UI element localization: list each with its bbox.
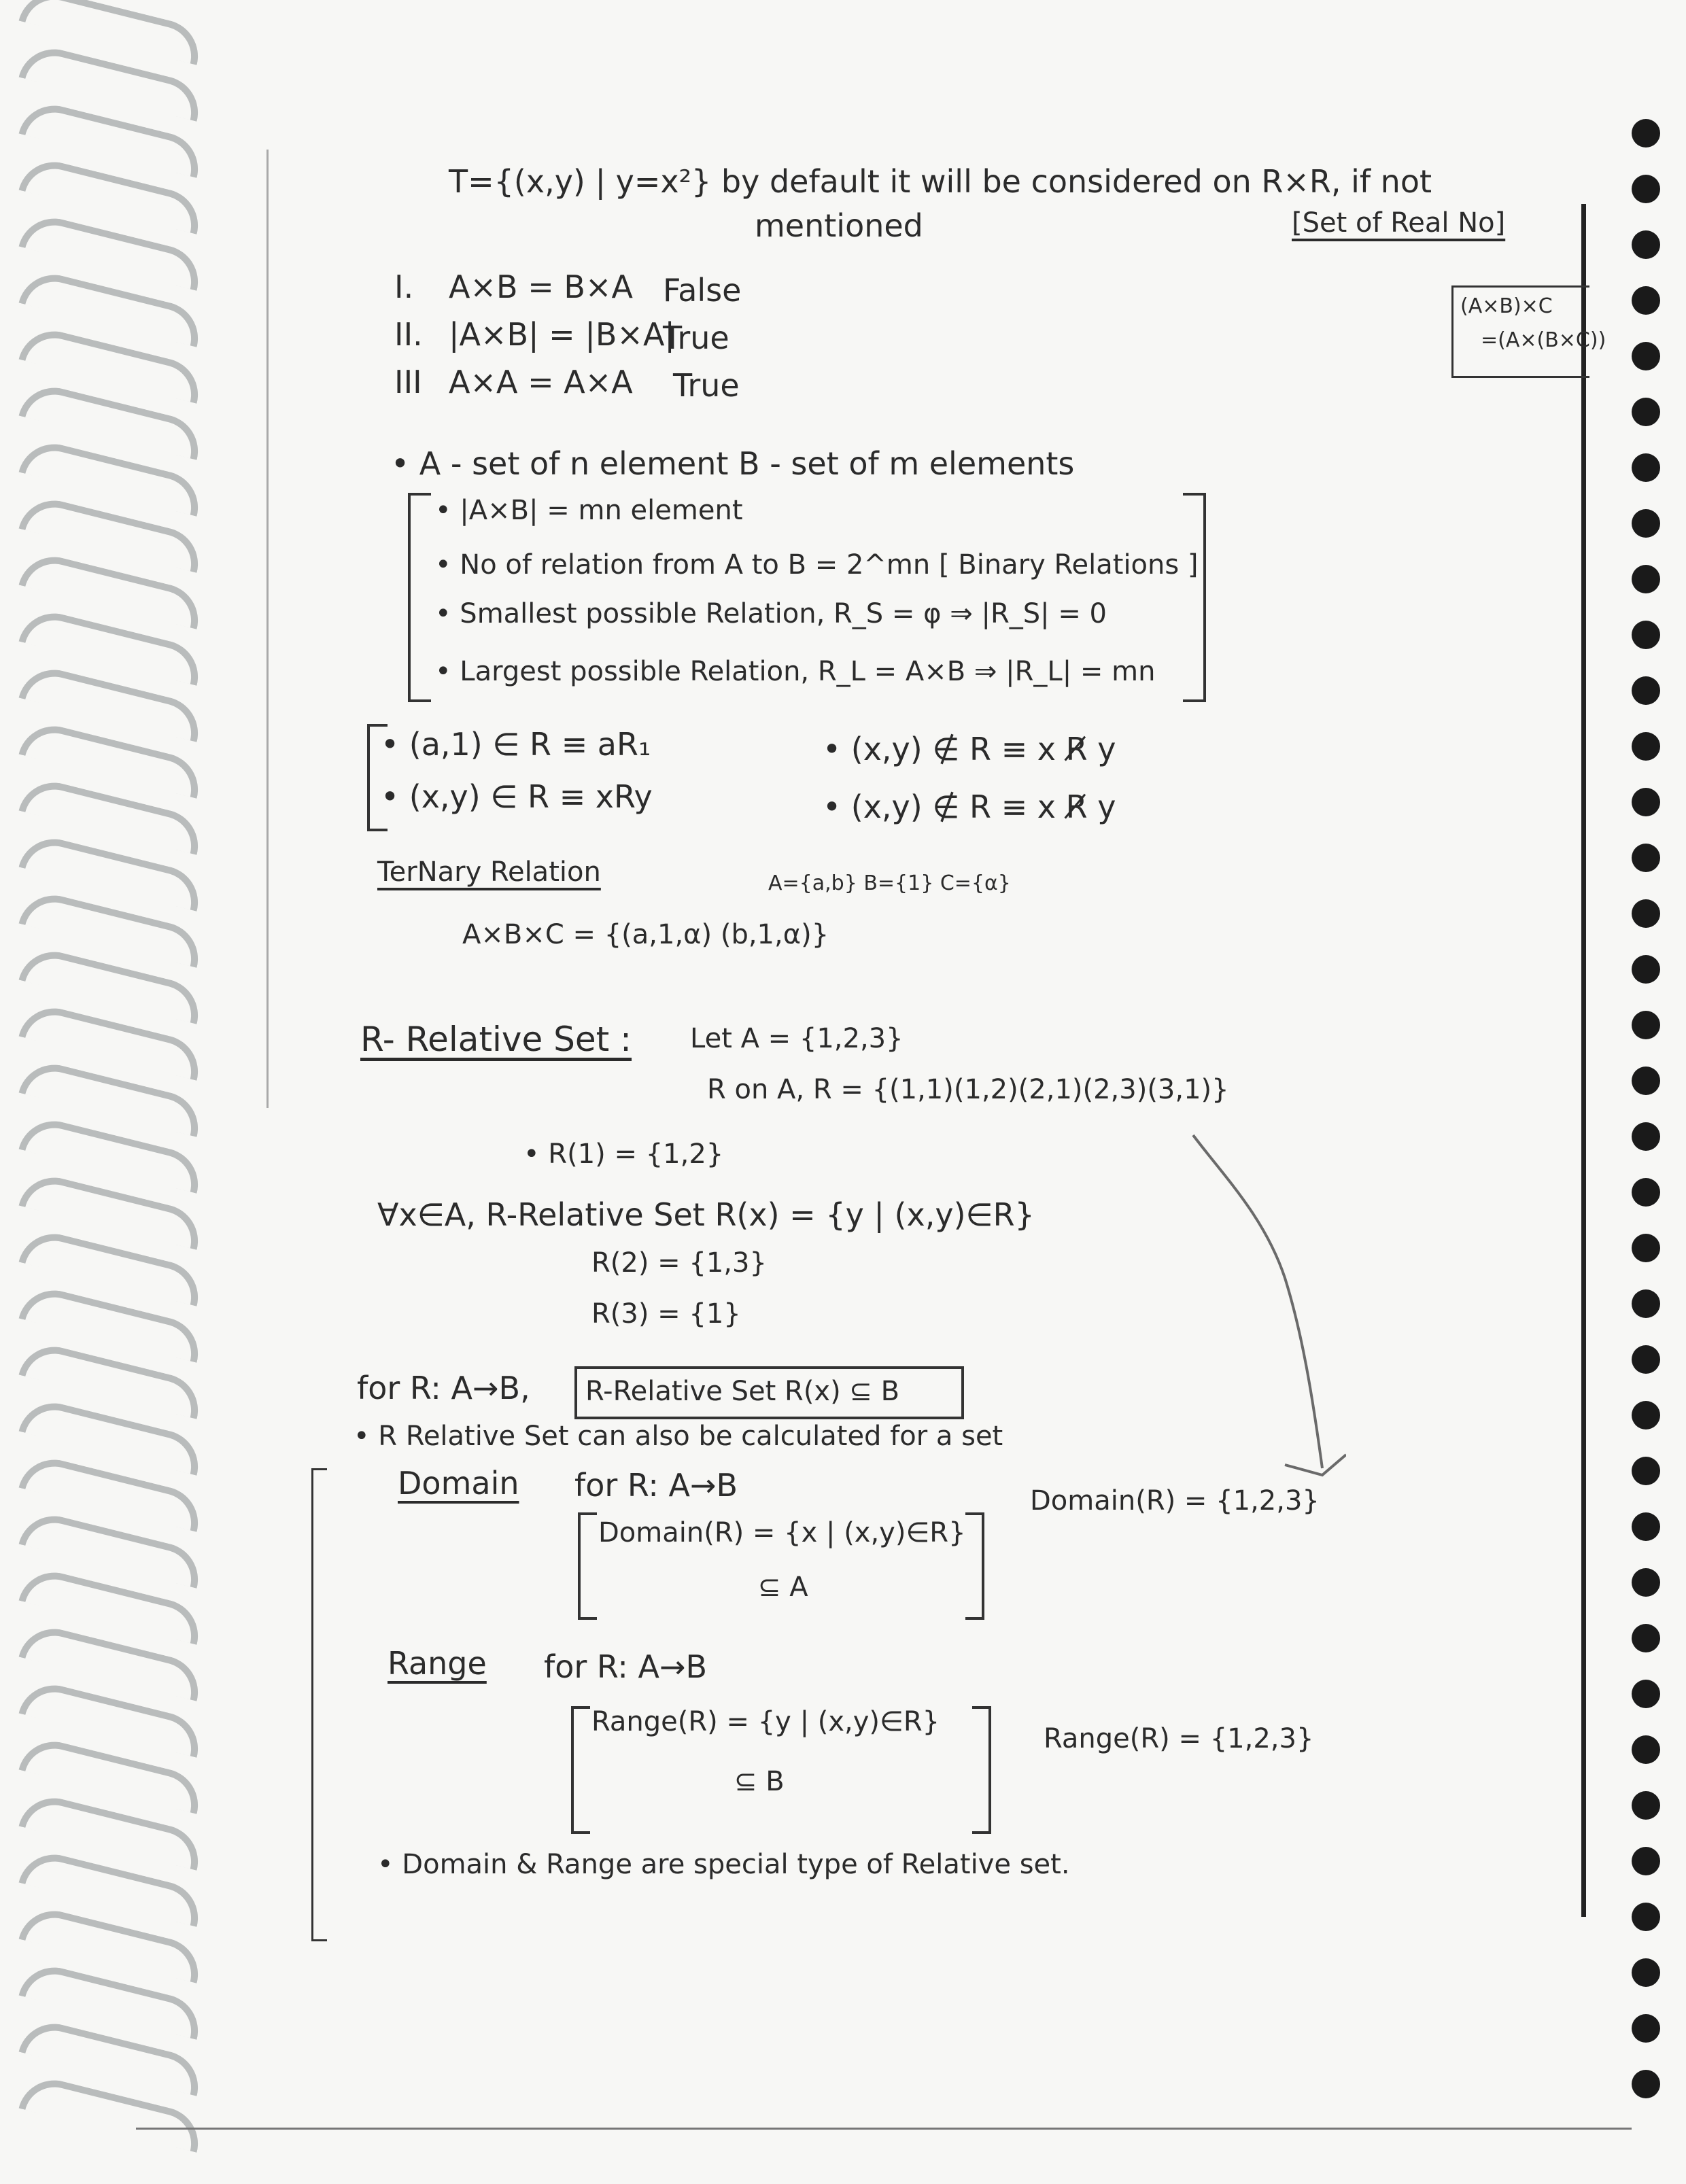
punch-holes — [1611, 0, 1686, 2184]
relative-r1: • R(1) = {1,2} — [523, 1139, 724, 1170]
range-right-bracket — [972, 1706, 991, 1834]
domain-for-text: for R: A→B — [574, 1467, 738, 1504]
notation-left: • (x,y) ∈ R ≡ xRy — [381, 778, 653, 815]
margin-note-line-2: =(A×(B×C)) — [1481, 328, 1606, 352]
domain-subset: ⊆ A — [758, 1572, 808, 1603]
fact-item: • No of relation from A to B = 2^mn [ Binary Relations ] — [435, 549, 1199, 580]
property-number: II. — [394, 316, 423, 353]
margin-line — [266, 150, 269, 1108]
property-expression: A×B = B×A — [449, 268, 633, 305]
relative-let: Let A = {1,2,3} — [690, 1023, 904, 1054]
right-margin-line — [1581, 204, 1586, 1917]
margin-note-line-1: (A×B)×C — [1460, 294, 1553, 318]
property-number: III — [394, 364, 422, 400]
range-for-text: for R: A→B — [544, 1648, 708, 1685]
relative-set-title: R- Relative Set : — [360, 1020, 632, 1059]
domain-example: Domain(R) = {1,2,3} — [1030, 1485, 1320, 1516]
domain-definition: Domain(R) = {x | (x,y)∈R} — [598, 1517, 966, 1548]
relative-r3: R(3) = {1} — [591, 1298, 741, 1330]
property-verdict: False — [663, 272, 742, 309]
domain-range-bracket — [311, 1468, 327, 1941]
spiral-binding — [0, 0, 204, 2184]
property-expression: A×A = A×A — [449, 364, 633, 400]
relative-set-note: • R Relative Set can also be calculated for a set — [354, 1421, 1003, 1452]
notation-left: • (a,1) ∈ R ≡ aR₁ — [381, 726, 651, 763]
property-number: I. — [394, 268, 414, 305]
header-line-1: T={(x,y) | y=x²} by default it will be considered on R×R, if not — [449, 163, 1432, 200]
relative-relation: R on A, R = {(1,1)(1,2)(2,1)(2,3)(3,1)} — [707, 1074, 1229, 1105]
header-line-2: mentioned — [755, 207, 923, 244]
range-example: Range(R) = {1,2,3} — [1044, 1723, 1314, 1754]
ternary-sets: A={a,b} B={1} C={α} — [768, 871, 1011, 895]
fact-item: • Largest possible Relation, R_L = A×B ⇒ |R_L| = mn — [435, 656, 1156, 687]
notation-right: • (x,y) ∉ R ≡ x R̸ y — [823, 731, 1116, 767]
relative-boxed-statement — [574, 1366, 964, 1419]
facts-right-bracket — [1183, 493, 1206, 702]
facts-left-bracket — [408, 493, 431, 702]
margin-note-box — [1451, 285, 1606, 378]
relative-boxed-text: R-Relative Set R(x) ⊆ B — [585, 1376, 900, 1407]
ternary-title: TerNary Relation — [377, 856, 601, 888]
bottom-line — [136, 2128, 1632, 2130]
property-expression: |A×B| = |B×A| — [449, 316, 675, 353]
relative-definition: ∀x∈A, R-Relative Set R(x) = {y | (x,y)∈R} — [377, 1196, 1035, 1233]
header-note: [Set of Real No] — [1292, 207, 1506, 239]
property-verdict: True — [663, 319, 729, 356]
domain-title: Domain — [398, 1465, 519, 1502]
range-left-bracket — [571, 1706, 590, 1834]
conclusion-text: • Domain & Range are special type of Relative set. — [377, 1849, 1070, 1880]
ternary-product: A×B×C = {(a,1,α) (b,1,α)} — [462, 919, 829, 950]
range-title: Range — [388, 1645, 487, 1682]
fact-item: • Smallest possible Relation, R_S = φ ⇒ |R_S| = 0 — [435, 598, 1107, 629]
range-subset: ⊆ B — [734, 1766, 785, 1797]
fact-item: • |A×B| = mn element — [435, 495, 743, 526]
range-definition: Range(R) = {y | (x,y)∈R} — [591, 1706, 940, 1737]
property-verdict: True — [673, 367, 740, 404]
arrow-curve-icon — [1183, 1122, 1346, 1502]
relative-r2: R(2) = {1,3} — [591, 1247, 767, 1279]
domain-left-bracket — [578, 1512, 597, 1620]
domain-right-bracket — [965, 1512, 984, 1620]
relative-for-text: for R: A→B, — [357, 1370, 530, 1406]
notation-right: • (x,y) ∉ R ≡ x R̸ y — [823, 788, 1116, 825]
sets-intro: • A - set of n element B - set of m elements — [391, 445, 1075, 482]
